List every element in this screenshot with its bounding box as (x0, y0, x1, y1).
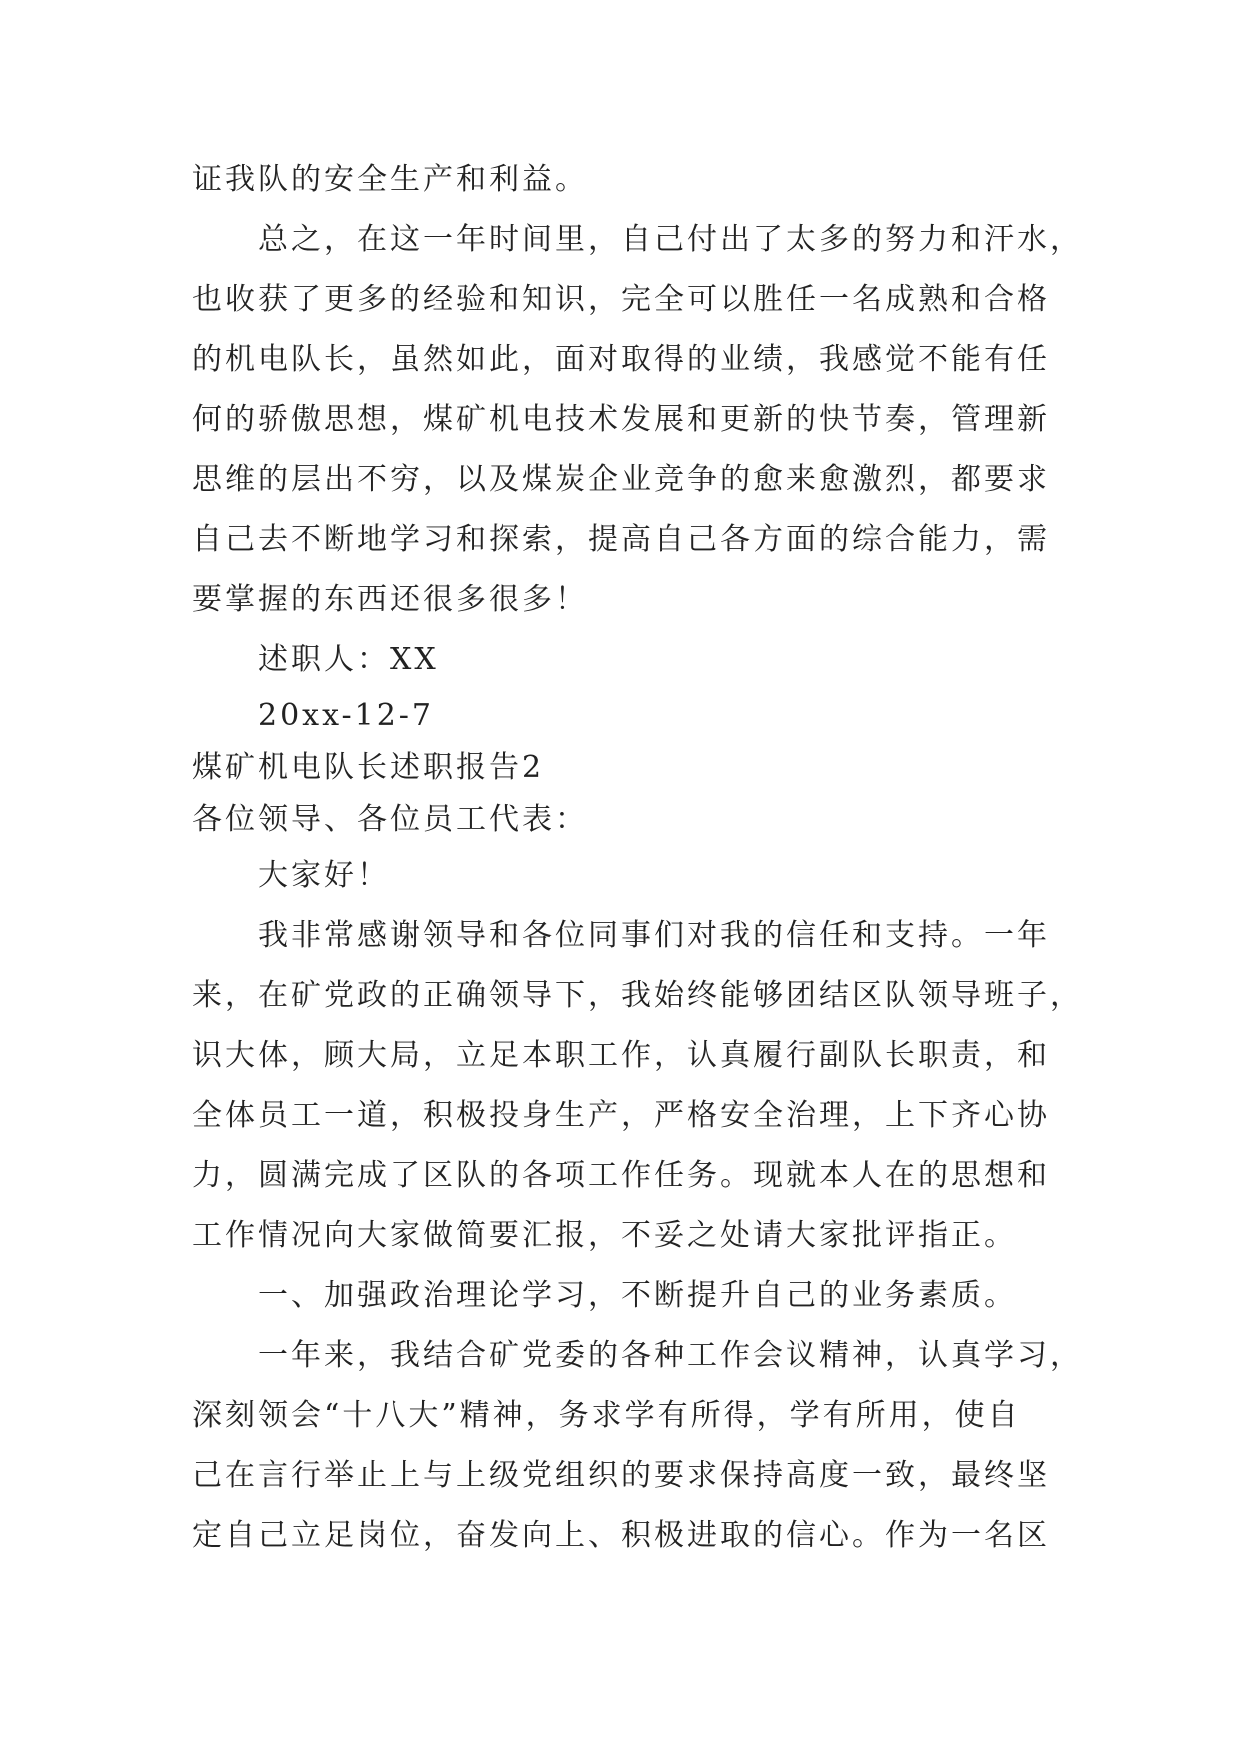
greeting: 大家好！ (258, 858, 390, 893)
text-line: 总之，在这一年时间里，自己付出了太多的努力和汗水， (258, 222, 1083, 257)
text-line: 自己去不断地学习和探索，提高自己各方面的综合能力，需 (192, 522, 1050, 557)
document-body (192, 150, 1083, 1566)
text-line: 一年来，我结合矿党委的各种工作会议精神，认真学习， (258, 1338, 1083, 1373)
report-title: 煤矿机电队长述职报告2 (192, 750, 545, 785)
text-line: 要掌握的东西还很多很多！ (192, 582, 588, 617)
date-line: 20xx-12-7 (258, 698, 435, 733)
section-heading: 一、加强政治理论学习，不断提升自己的业务素质。 (258, 1278, 1017, 1313)
text-line: 何的骄傲思想，煤矿机电技术发展和更新的快节奏，管理新 (192, 402, 1050, 437)
text-line: 深刻领会“十八大”精神，务求学有所得，学有所用，使自 (192, 1398, 1021, 1433)
text-line: 力，圆满完成了区队的各项工作任务。现就本人在的思想和 (192, 1158, 1050, 1193)
text-line: 思维的层出不穷，以及煤炭企业竞争的愈来愈激烈，都要求 (192, 462, 1050, 497)
text-line: 识大体，顾大局，立足本职工作，认真履行副队长职责，和 (192, 1038, 1050, 1073)
text-line: 全体员工一道，积极投身生产，严格安全治理，上下齐心协 (192, 1098, 1050, 1133)
text-line: 我非常感谢领导和各位同事们对我的信任和支持。一年 (258, 918, 1050, 953)
text-line: 己在言行举止上与上级党组织的要求保持高度一致，最终坚 (192, 1458, 1050, 1493)
text-line: 来，在矿党政的正确领导下，我始终能够团结区队领导班子， (192, 978, 1083, 1013)
text-line: 证我队的安全生产和利益。 (192, 162, 588, 197)
salutation: 各位领导、各位员工代表： (192, 802, 588, 837)
signature-line: 述职人：XX (258, 642, 439, 677)
text-line: 定自己立足岗位，奋发向上、积极进取的信心。作为一名区 (192, 1518, 1050, 1553)
text-line: 工作情况向大家做简要汇报，不妥之处请大家批评指正。 (192, 1218, 1017, 1253)
text-line: 的机电队长，虽然如此，面对取得的业绩，我感觉不能有任 (192, 342, 1050, 377)
text-line: 也收获了更多的经验和知识，完全可以胜任一名成熟和合格 (192, 282, 1050, 317)
